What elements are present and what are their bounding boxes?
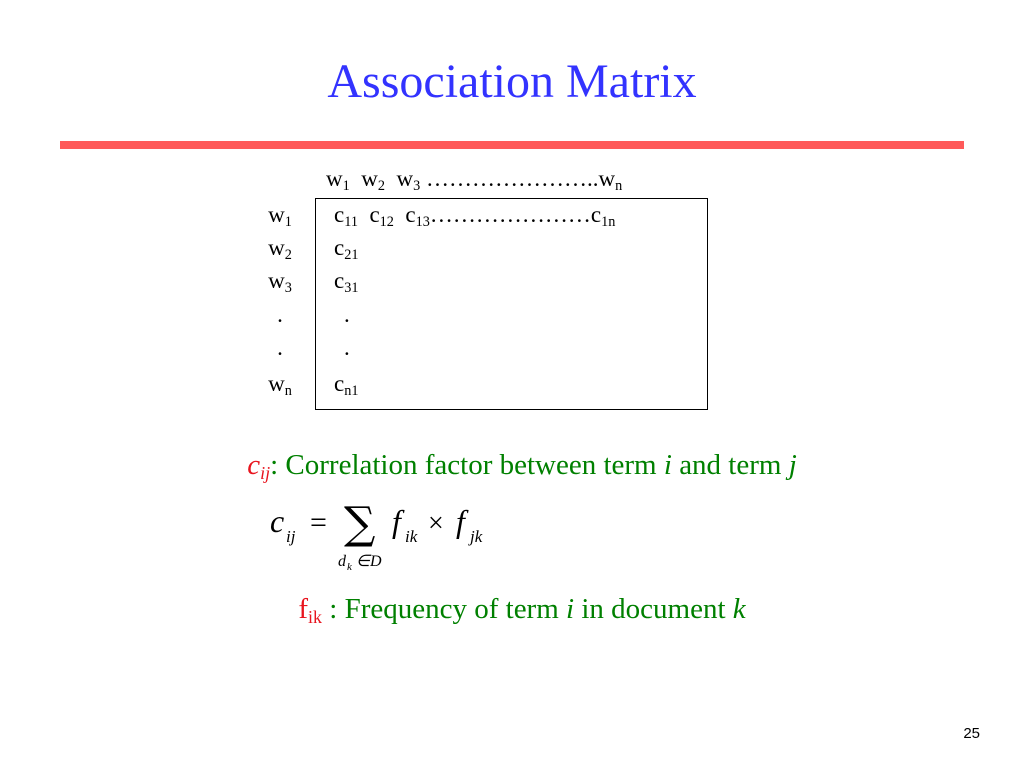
row-label: $w_n$: [268, 371, 292, 399]
formula-c-sub: ij: [286, 527, 296, 546]
matrix-cell: $c_{n1}$: [334, 371, 359, 399]
formula-times: ×: [428, 508, 444, 539]
sigma-icon: ∑: [344, 498, 376, 549]
col-header-w3: $w_3$: [396, 166, 421, 194]
cij-symbol: $c_{ij}$: [247, 449, 271, 484]
matrix-cell: $c_{31}$: [334, 268, 359, 296]
formula-sum-k: k: [347, 561, 352, 573]
col-header-wn: $\dots\dots\dots\dots\dots\dots\dots..w_n$: [420, 166, 623, 194]
matrix-first-row: $c_{11}$ $c_{12}$ $c_{13}\dots\dots\dots\dots\dots\dots\dots c_{1n}$: [334, 202, 616, 230]
fik-symbol: $f_{ik}$: [298, 593, 323, 628]
formula-c: c: [270, 503, 285, 539]
matrix-cell: .: [344, 302, 350, 327]
row-label: $w_2$: [268, 235, 292, 263]
row-label: $w_3$: [268, 268, 292, 296]
formula-f2: f: [456, 503, 465, 539]
page-number: 25: [963, 725, 980, 742]
col-header-w2: $w_2$: [361, 166, 385, 194]
formula-f2-sub: jk: [470, 527, 483, 546]
fik-definition: [0, 591, 1024, 627]
formula-f1-sub: ik: [405, 527, 418, 546]
matrix-cell: $c_{21}$: [334, 235, 359, 263]
slide-title: Association Matrix: [327, 55, 697, 108]
formula-sum-d: d: [338, 553, 346, 570]
formula-equals: =: [310, 506, 327, 539]
correlation-formula: [260, 496, 520, 576]
row-label: $w_1$: [268, 202, 292, 230]
cij-definition: [0, 447, 1024, 483]
col-header-w1: $w_1$: [326, 166, 350, 194]
row-label: .: [277, 302, 283, 327]
fik-description: : Frequency of term i in document k: [322, 593, 746, 625]
formula-f1: f: [392, 503, 401, 539]
title-underline: [60, 141, 964, 149]
matrix-cell: .: [344, 335, 350, 360]
matrix-column-header: [326, 164, 622, 194]
cij-description: : Correlation factor between term i and term j: [270, 449, 797, 481]
formula-sum-in-d: ∈D: [356, 553, 382, 570]
row-label: .: [277, 335, 283, 360]
